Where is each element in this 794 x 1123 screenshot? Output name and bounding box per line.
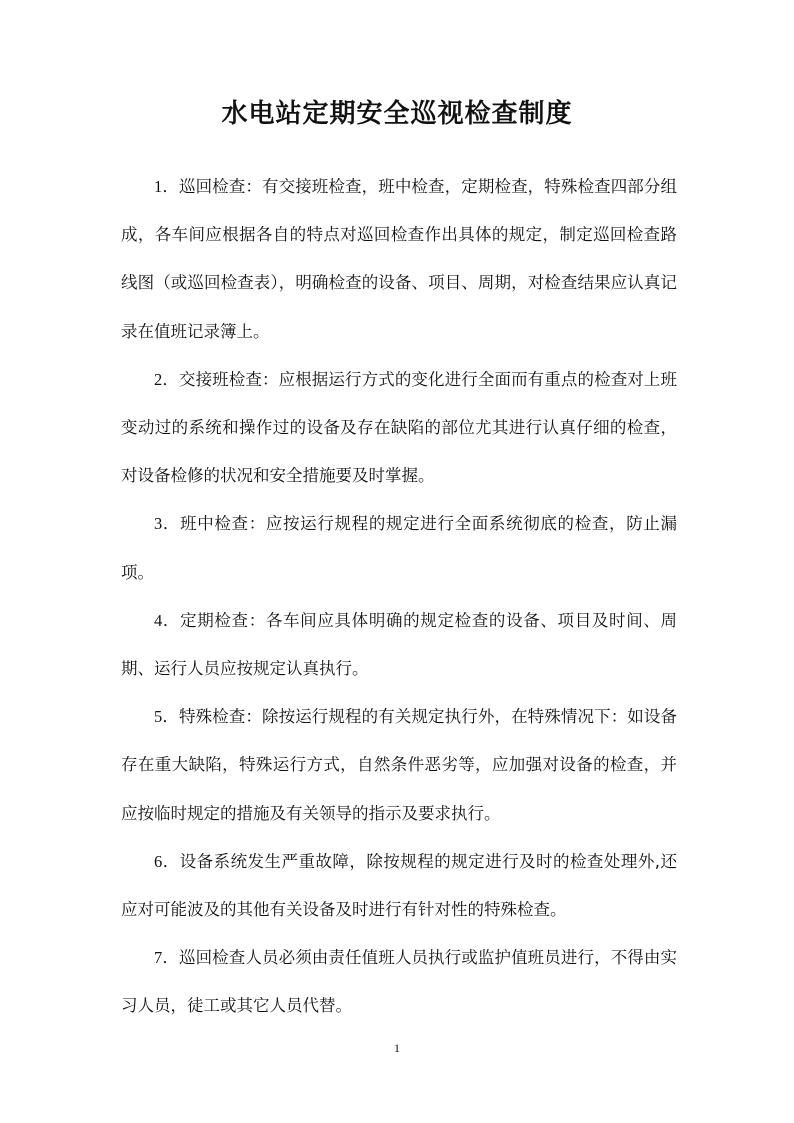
paragraph-text: 班中检查：应按运行规程的规定进行全面系统彻底的检查，防止漏项。 bbox=[121, 514, 678, 582]
paragraph-3 bbox=[121, 500, 677, 596]
paragraph-6 bbox=[121, 838, 677, 934]
paragraph-text: 特殊检查：除按运行规程的有关规定执行外，在特殊情况下：如设备存在重大缺陷，特殊运行方式，自然条件恶劣等，应加强对设备的检查，并应按临时规定的措施及有关领导的指示及要求执行。 bbox=[121, 707, 678, 823]
paragraph-text: 定期检查：各车间应具体明确的规定检查的设备、项目及时间、周期、运行人员应按规定认真执行。 bbox=[121, 610, 678, 679]
page-number: 1 bbox=[394, 1041, 400, 1055]
paragraph-5 bbox=[121, 693, 677, 838]
document-title: 水电站定期安全巡视检查制度 bbox=[221, 99, 573, 129]
paragraph-text: 巡回检查人员必须由责任值班人员执行或监护值班员进行，不得由实习人员，徒工或其它人员代替。 bbox=[121, 948, 678, 1016]
paragraph-number: 7． bbox=[154, 948, 179, 968]
paragraph-number: 4． bbox=[154, 610, 181, 630]
paragraph-text: 设备系统发生严重故障，除按规程的规定进行及时的检查处理外,还应对可能波及的其他有关设备及时进行有针对性的特殊检查。 bbox=[121, 851, 677, 920]
paragraph-text: 交接班检查：应根据运行方式的变化进行全面而有重点的检查对上班变动过的系统和操作过的设备及存在缺陷的部位尤其进行认真仔细的检查，对设备检修的状况和安全措施要及时掌握。 bbox=[121, 369, 678, 486]
paragraph-number: 1． bbox=[154, 177, 179, 196]
paragraph-text: 巡回检查：有交接班检查，班中检查，定期检查，特殊检查四部分组成，各车间应根据各自的特点对巡回检查作出具体的规定，制定巡回检查路线图（或巡回检查表），明确检查的设备、项目、周期，对检查结果应认真记录在值班记录簿上。 bbox=[121, 177, 678, 341]
paragraph-4 bbox=[121, 597, 677, 693]
document-body bbox=[121, 163, 677, 1031]
paragraph-1 bbox=[121, 163, 677, 356]
paragraph-7 bbox=[121, 934, 677, 1030]
paragraph-2 bbox=[121, 356, 677, 501]
paragraph-number: 2． bbox=[154, 369, 179, 389]
paragraph-number: 6． bbox=[154, 851, 180, 871]
paragraph-number: 3． bbox=[154, 514, 181, 534]
paragraph-number: 5． bbox=[154, 707, 179, 727]
